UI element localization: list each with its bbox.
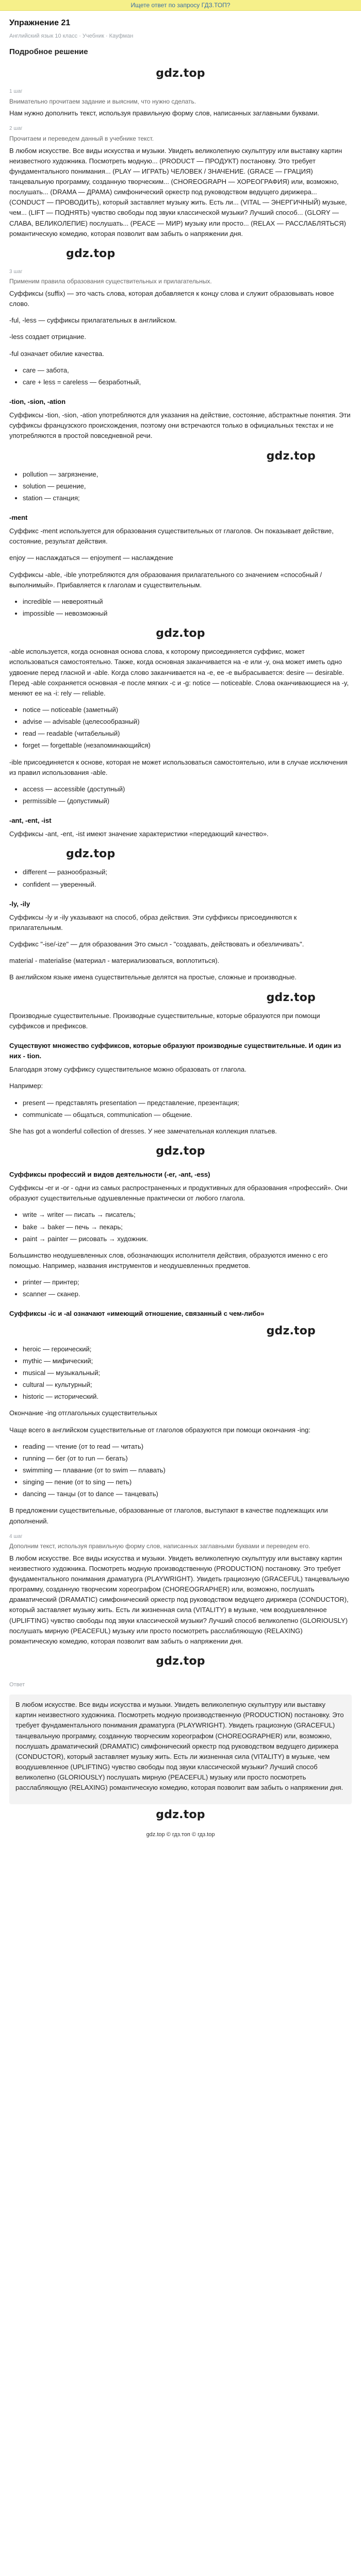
rule-heading: -ly, -ily	[9, 900, 30, 908]
list-item: • printer — принтер;	[23, 1277, 352, 1287]
rule-paragraph: Суффиксы -ly и -ily указывают на способ, образ действия. Эти суффиксы присоединяются к прилагательным.	[9, 913, 297, 932]
list-item: • care — забота,	[23, 365, 352, 376]
content	[0, 11, 361, 1839]
rule-heading: Суффиксы -ic и -al означают «имеющий отношение, связанный с чем-либо»	[9, 1310, 265, 1318]
rule-paragraph: Суффиксы -er и -or - одни из самых распространенных и продуктивных для образования «профессий». Они образуют существительные одушевленные практически от любого глагола.	[9, 1184, 348, 1202]
watermark: gdz.top	[156, 1808, 205, 1822]
rule-paragraph: -ful, -less — суффиксы прилагательных в английском.	[9, 316, 177, 325]
rule-paragraph: Суффикс "-ise/-ize" — для образования Это смысл - "создавать, действовать и обезличивать".	[9, 940, 304, 948]
answer-box	[9, 1694, 352, 1804]
rule-example-list	[9, 1098, 352, 1120]
solution-heading: Подробное решение	[9, 47, 88, 56]
list-item: • read — readable (читабельный)	[23, 728, 352, 739]
list-item: • station — станция;	[23, 493, 352, 503]
page-title: Упражнение 21	[9, 19, 71, 27]
rule-example-list	[9, 597, 352, 619]
step-label: 1 шаг	[9, 89, 23, 95]
watermark: gdz.top	[66, 848, 116, 861]
list-item: • dancing — танцы (от to dance — танцевать)	[23, 1489, 352, 1499]
list-item: • swimming — плавание (от to swim — плавать)	[23, 1465, 352, 1476]
list-item: • different — разнообразный;	[23, 867, 352, 877]
breadcrumb: Английский язык 10 класс · Учебник · Кауфман	[9, 32, 134, 39]
rule-paragraph: В предложении существительные, образованные от глаголов, выступают в качестве подлежащих или дополнений.	[9, 1506, 328, 1525]
rule-paragraph: -less создает отрицание.	[9, 333, 86, 341]
step-title: Применим правила образования существительных и прилагательных.	[9, 278, 212, 285]
rule-paragraph: -able используется, когда основная основа слова, к которому присоединяется суффикс, может использоваться самостоятельно. Также, когда основная заканчивается на -e или -y, она может иметь одно удвоение перед гласной и -able. Когда слово заканчивается на -e, ее -e выбрасывается: desire — desirable. Перед -able сохраняется основная -e после мягких -c и -g: notice — noticeable. Слова оканчивающиеся на -y, меняют ее на -i: rely — reliable.	[9, 648, 349, 697]
watermark: gdz.top	[266, 991, 316, 1004]
list-item: • scanner — сканер.	[23, 1289, 352, 1299]
watermark: gdz.top	[156, 67, 205, 80]
step-2	[9, 125, 352, 239]
rule-paragraph: She has got a wonderful collection of dresses. У нее замечательная коллекция платьев.	[9, 1127, 277, 1135]
step-1	[9, 88, 352, 118]
list-item: • care + less = careless — безработный,	[23, 377, 352, 387]
rule-example-list	[9, 1344, 352, 1402]
rule-heading: -ant, -ent, -ist	[9, 817, 52, 825]
watermark: gdz.top	[66, 247, 116, 260]
step-label: 3 шаг	[9, 268, 23, 275]
list-item: • permissible — (допустимый)	[23, 796, 352, 806]
list-item: • mythic — мифический;	[23, 1356, 352, 1366]
rule-example-list	[9, 784, 352, 806]
rule-example-list	[9, 365, 352, 387]
watermark: gdz.top	[156, 1655, 205, 1668]
rule-heading: Суффиксы профессий и видов деятельности (-er, -ant, -ess)	[9, 1171, 210, 1179]
rule-paragraph: Окончание -ing отглагольных существительных	[9, 1409, 157, 1417]
list-item: • incredible — невероятный	[23, 597, 352, 607]
list-item: • running — бег (от to run — бегать)	[23, 1453, 352, 1464]
step-4	[9, 1533, 352, 1647]
list-item: • paint → painter — рисовать → художник.	[23, 1234, 352, 1244]
rule-paragraph: Например:	[9, 1082, 43, 1090]
rule-example-list	[9, 469, 352, 503]
list-item: • impossible — невозможный	[23, 608, 352, 619]
step-label: 2 шаг	[9, 126, 23, 132]
step-title: Внимательно прочитаем задание и выясним, что нужно сделать.	[9, 97, 196, 105]
step-text: В любом искусстве. Все виды искусства и музыки. Увидеть великолепную скульптуру или выставку картин неизвестного художника. Посмотреть модную производственную (PRODUCTION) постановку. Это требует фундаментального понимания драматурга (PLAYWRIGHT). Увидеть грациозную (GRACEFUL) танцевальную программу, созданную творческим хореографом (CHOREOGRAPHER) или, возможно, послушать драматический (DRAMATIC) симфонический оркестр под руководством ведущего дирижера (CONDUCTOR), который заставляет музыку жить. Есть ли жизненная сила (VITALITY) в музыке, чем воодушевленное (UPLIFTING) чувство свободы под звуки классической музыки? Лучший способ великолепно (GLORIOUSLY) послушать мирную (PEACEFUL) музыку или просто посмотреть расслабляющую (RELAXING) романтическую комедию, которая позволит вам забыть о напряжении дня.	[9, 1554, 350, 1645]
list-item: • forget — forgettable (незапоминающийся)	[23, 740, 352, 751]
footer: gdz.top © гдз.топ © гдз.top	[146, 1831, 215, 1838]
rule-paragraph: Суффиксы -ant, -ent, -ist имеют значение характеристики «передающий качество».	[9, 830, 269, 838]
rule-paragraph: Чаще всего в английском существительные от глаголов образуются при помощи окончания -ing:	[9, 1426, 310, 1434]
rule-example-list	[9, 867, 352, 889]
step-title: Прочитаем и переведем данный в учебнике текст.	[9, 134, 154, 142]
list-item: • cultural — культурный;	[23, 1380, 352, 1390]
rule-paragraph: Суффиксы -able, -ible употребляются для образования прилагательного со значением «способный / выполнимый». Прибавляется к глаголам и существительным.	[9, 570, 322, 589]
rule-paragraph: Суффиксы (suffix) — это часть слова, которая добавляется к концу слова и служит образовывать новое слово.	[9, 289, 334, 308]
rule-paragraph: Благодаря этому суффиксу существительное можно образовать от глагола.	[9, 1065, 247, 1074]
rule-paragraph: В английском языке имена существительные делятся на простые, сложные и производные.	[9, 973, 297, 981]
rule-paragraph: material - materialise (материал - материализоваться, воплотиться).	[9, 957, 220, 965]
rule-heading: -tion, -sion, -ation	[9, 397, 66, 405]
answer-label: Ответ	[9, 1682, 25, 1688]
top-banner[interactable]: Ищете ответ по запросу ГДЗ.ТОП?	[0, 0, 361, 11]
list-item: • write → writer — писать → писатель;	[23, 1210, 352, 1220]
list-item: • confident — уверенный.	[23, 879, 352, 890]
rules-list	[9, 289, 352, 1527]
rule-paragraph: Суффиксы -tion, -sion, -ation употребляются для указания на действие, состояние, абстрактные понятия. Эти суффиксы французского происхождения, поэтому они встречаются только в официальных текстах и не употребляются в простой повседневной речи.	[9, 411, 351, 440]
watermark: gdz.top	[266, 449, 316, 463]
list-item: • reading — чтение (от to read — читать)	[23, 1442, 352, 1452]
step-title: Дополним текст, используя правильную форму слов, написанных заглавными буквами и переведем его.	[9, 1543, 310, 1550]
list-item: • notice — noticeable (заметный)	[23, 705, 352, 715]
rule-paragraph: enjoy — наслаждаться — enjoyment — наслаждение	[9, 554, 173, 562]
list-item: • heroic — героический;	[23, 1344, 352, 1354]
step-label: 4 шаг	[9, 1533, 23, 1539]
step-text: В любом искусстве. Все виды искусства и музыки. Увидеть великолепную скульптуру или выставку картин неизвестного художника. Посмотреть модную... (PRODUCT — ПРОДУКТ) постановку. Это требует фундаментального понимания... (PLAY — ИГРАТЬ) ЧЕЛОВЕК / ЗНАЧЕНИЕ. (GRACE — ГРАЦИЯ) танцевальную программу, созданную творческим... (CHOREOGRAPH — ХОРЕОГРАФИЯ) или, возможно, послушать... (DRAMA — ДРАМА) симфонический оркестр под руководством ведущего дирижера... (CONDUCT — ПРОВОДИТЬ), который заставляет музыку жить. Есть ли... (VITAL — ЭНЕРГИЧНЫЙ) музыке, чем... (LIFT — ПОДНЯТЬ) чувство свободы под звуки классической музыки? Лучший способ... (GLORY — СЛАВА, ВЕЛИКОЛЕПИЕ) послушать... (PEACE — МИР) музыку или просто... (RELAX — РАССЛАБЛЯТЬСЯ) романтическую комедию, которая позволит вам забыть о напряжении дня.	[9, 146, 347, 238]
step-text: Нам нужно дополнить текст, используя правильную форму слов, написанных заглавными буквами.	[9, 109, 320, 117]
rule-heading: Существуют множество суффиксов, которые образуют производные существительные. И один из них - tion.	[9, 1041, 341, 1060]
step-3	[9, 268, 352, 1527]
answer-text: В любом искусстве. Все виды искусства и музыки. Увидеть великолепную скульптуру или выставку картин неизвестного художника. Посмотреть модную производственную (PRODUCTION) постановку. Это требует фундаментального понимания драматурга (PLAYWRIGHT). Увидеть грациозную (GRACEFUL) танцевальную программу, созданную творческим хореографом (CHOREOGRAPHER) или, возможно, послушать драматический (DRAMATIC) симфонический оркестр под руководством ведущего дирижера (CONDUCTOR), который заставляет музыку жить. Есть ли жизненная сила (VITALITY) в музыке, чем воодушевленное (UPLIFTING) чувство свободы под звуки классической музыки? Лучший способ великолепно (GLORIOUSLY) послушать мирную (PEACEFUL) музыку или просто посмотреть расслабляющую (RELAXING) романтическую комедию, которая позволит вам забыть о напряжении дня.	[15, 1701, 344, 1792]
rule-paragraph: Суффикс -ment используется для образования существительных от глаголов. Он показывает действие, состояние, результат действия.	[9, 527, 334, 546]
list-item: • pollution — загрязнение,	[23, 469, 352, 480]
rule-example-list	[9, 1210, 352, 1244]
watermark: gdz.top	[266, 1324, 316, 1337]
rule-paragraph: -ful означает обилие качества.	[9, 349, 104, 358]
rule-paragraph: Большинство неодушевленных слов, обозначающих исполнителя действия, образуются именно с его помощью. Например, названия инструментов и неодушевленных предметов.	[9, 1251, 328, 1270]
rule-example-list	[9, 1277, 352, 1299]
list-item: • access — accessible (доступный)	[23, 784, 352, 794]
list-item: • bake → baker — печь → пекарь;	[23, 1222, 352, 1232]
list-item: • historic — исторический.	[23, 1392, 352, 1402]
list-item: • singing — пение (от to sing — петь)	[23, 1477, 352, 1487]
watermark: gdz.top	[156, 1144, 205, 1158]
rule-paragraph: -ible присоединяется к основе, которая не может использоваться самостоятельно, или в случае исключения из правил использования -able.	[9, 758, 348, 776]
list-item: • solution — решение,	[23, 481, 352, 492]
rule-heading: -ment	[9, 514, 28, 522]
list-item: • musical — музыкальный;	[23, 1368, 352, 1378]
list-item: • communicate — общаться, communication — общение.	[23, 1110, 352, 1120]
watermark: gdz.top	[156, 627, 205, 640]
rule-example-list	[9, 1442, 352, 1500]
list-item: • advise — advisable (целесообразный)	[23, 717, 352, 727]
rule-paragraph: Производные существительные. Производные существительные, которые образуются при помощи суффиксов и префиксов.	[9, 1011, 320, 1030]
rule-example-list	[9, 705, 352, 751]
list-item: • present — представлять presentation — представление, презентация;	[23, 1098, 352, 1108]
